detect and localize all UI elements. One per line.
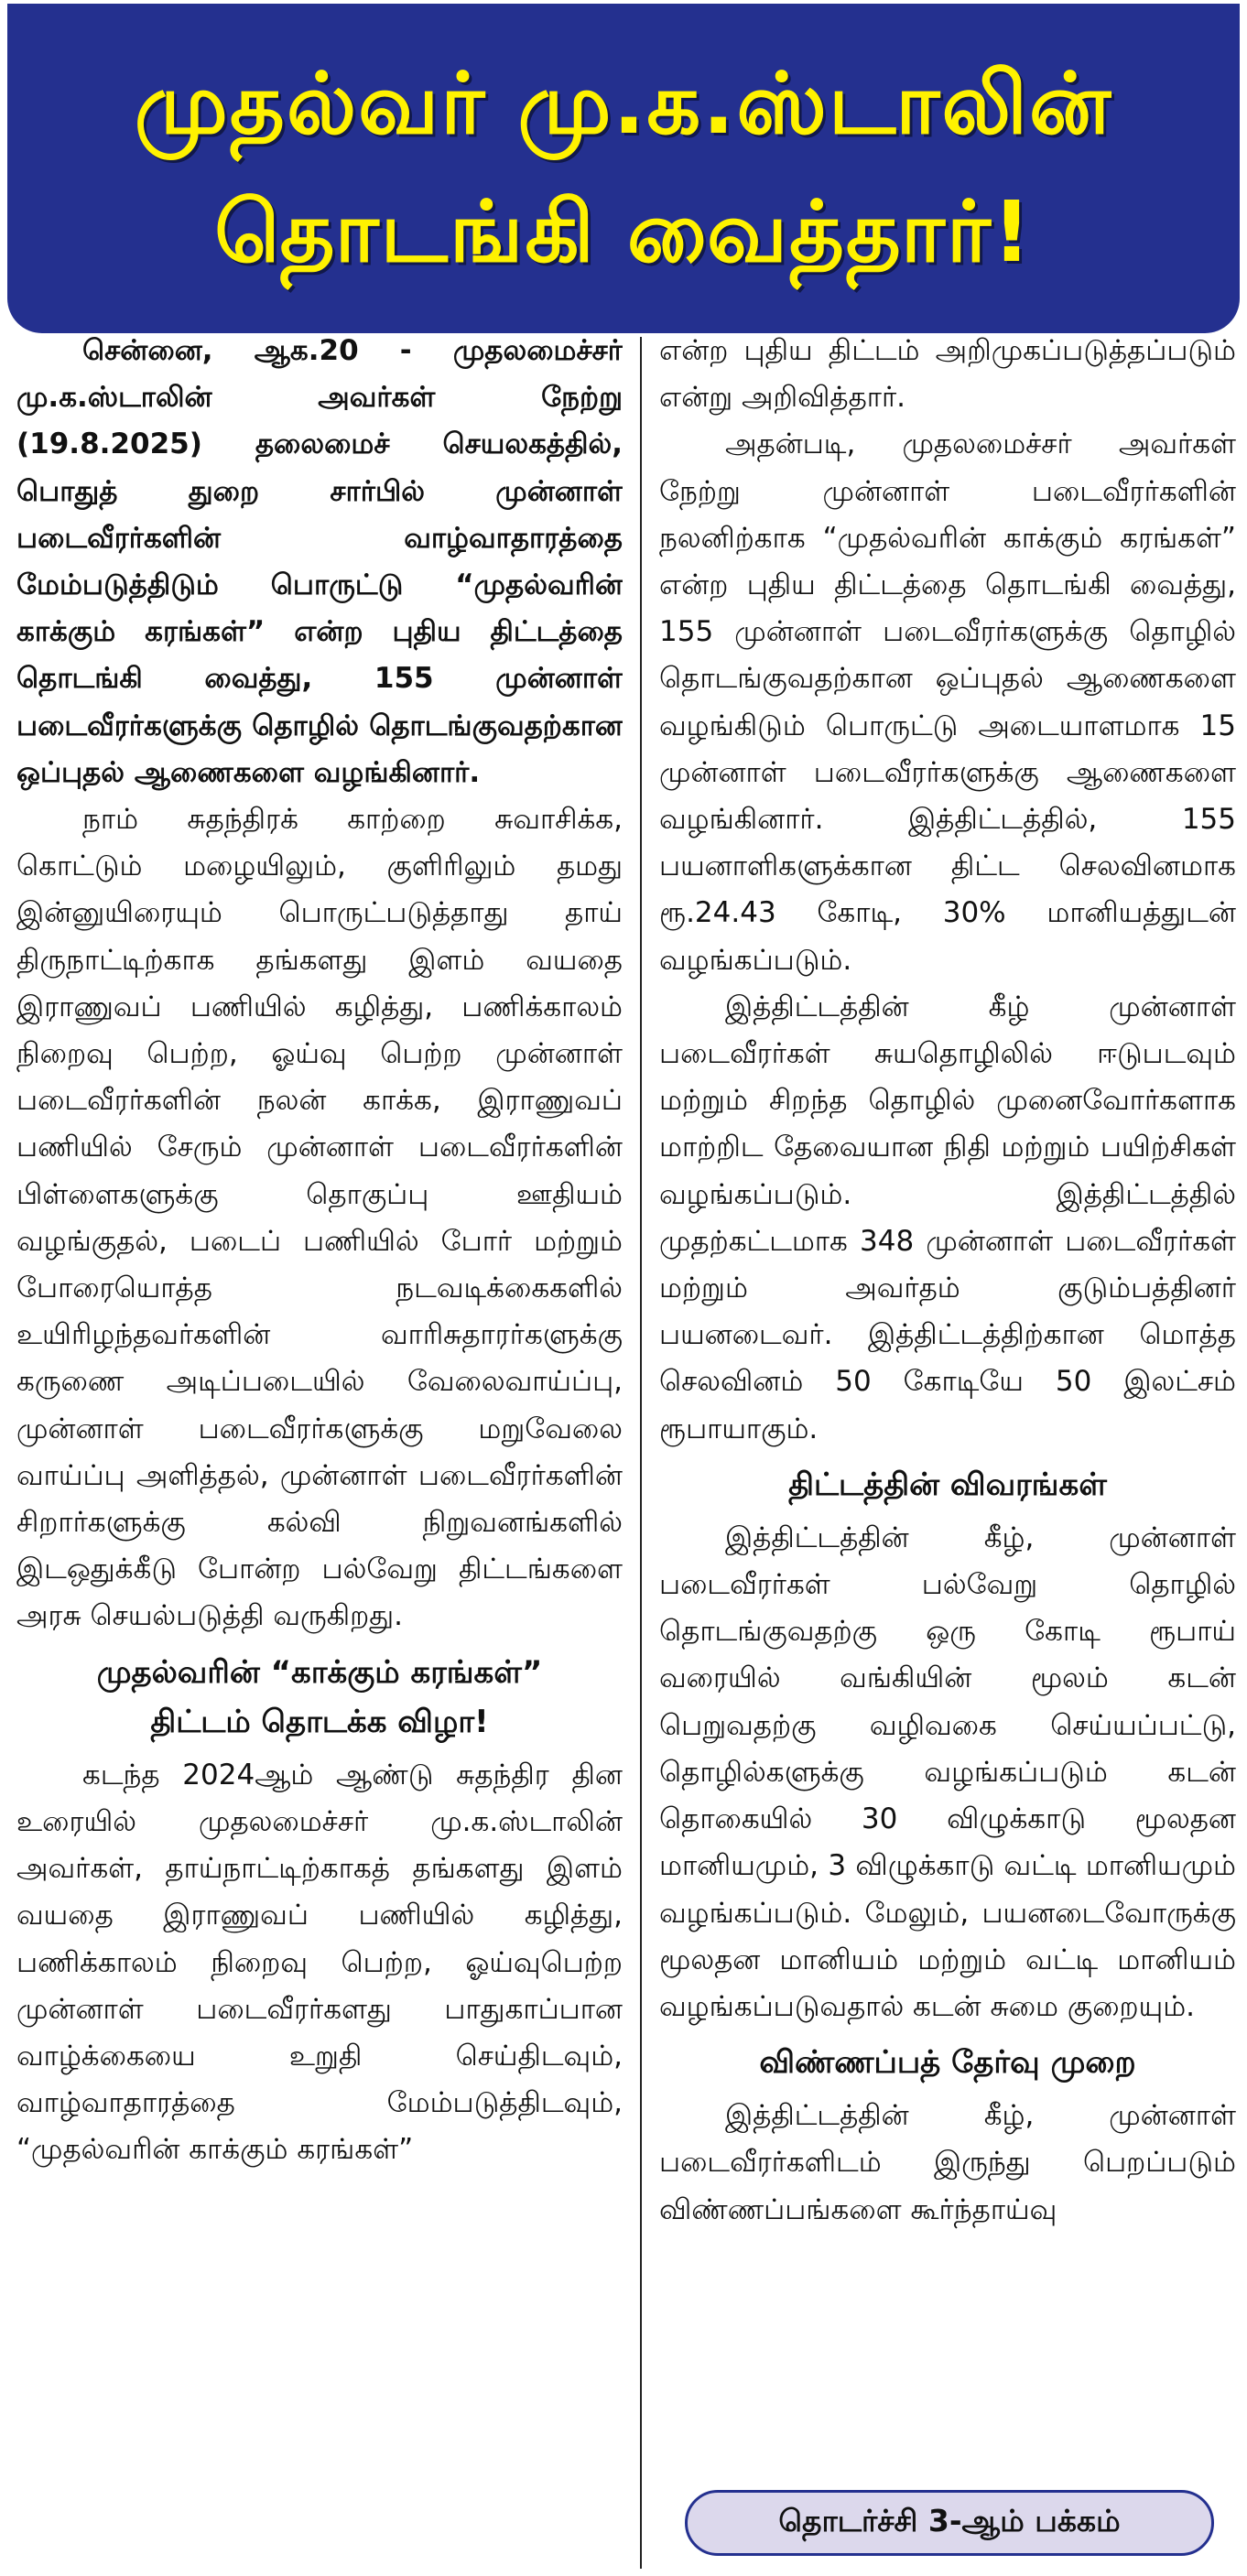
dateline: சென்னை, ஆக.20 - <box>82 334 412 367</box>
body-paragraph-4: இத்திட்டத்தின் கீழ் முன்னாள் படைவீரர்கள் சுயதொழிலில் ஈடுபடவும் மற்றும் சிறந்த தொழில் முனைவோர்களாக மாற்றிட தேவையான நிதி மற்றும் பயிற்சிகள் வழங்கப்படும். இத்திட்டத்தில் முதற்கட்டமாக 348 முன்னாள் படைவீரர்கள் மற்றும் அவர்தம் குடும்பத்தினர் பயனடைவர். இத்திட்டத்திற்கான மொத்த செலவினம் 50 கோடியே 50 இலட்சம் ரூபாயாகும். <box>659 990 1236 1445</box>
article-column-right <box>659 328 1236 2561</box>
body-paragraph-1: நாம் சுதந்திரக் காற்றை சுவாசிக்க, கொட்டும் மழையிலும், குளிரிலும் தமது இன்னுயிரையும் பொருட்படுத்தாது தாய் திருநாட்டிற்காக தங்களது இளம் வயதை இராணுவப் பணியில் கழித்து, பணிக்காலம் நிறைவு பெற்ற, ஓய்வு பெற்ற முன்னாள் படைவீரர்களின் நலன் காக்க, இராணுவப் பணியில் சேரும் முன்னாள் படைவீரர்களின் பிள்ளைகளுக்கு தொகுப்பு ஊதியம் வழங்குதல், படைப் பணியில் போர் மற்றும் போரையொத்த நடவடிக்கைகளில் உயிரிழந்தவர்களின் வாரிசுதாரர்களுக்கு கருணை அடிப்படையில் வேலைவாய்ப்பு, முன்னாள் படைவீரர்களுக்கு மறுவேலை வாய்ப்பு அளித்தல், முன்னாள் படைவீரர்களின் சிறார்களுக்கு கல்வி நிறுவனங்களில் இடஒதுக்கீடு போன்ற பல்வேறு திட்டங்களை அரசு செயல்படுத்தி வருகிறது. <box>16 803 623 1633</box>
body-paragraph-5: இத்திட்டத்தின் கீழ், முன்னாள் படைவீரர்கள் பல்வேறு தொழில் தொடங்குவதற்கு ஒரு கோடி ரூபாய் வரையில் வங்கியின் மூலம் கடன் பெறுவதற்கு வழிவகை செய்யப்பட்டு, தொழில்களுக்கு வழங்கப்படும் கடன் தொகையில் 30 விழுக்காடு மூலதன மானியமும், 3 விழுக்காடு வட்டி மானியமும் வழங்கப்படும். மேலும், பயனடைவோருக்கு மூலதன மானியம் மற்றும் வட்டி மானியம் வழங்கப்படுவதால் கடன் சுமை குறையும். <box>659 1521 1236 2023</box>
subheading-launch-event <box>16 1648 623 1747</box>
body-paragraph-2: கடந்த 2024ஆம் ஆண்டு சுதந்திர தின உரையில் முதலமைச்சர் மு.க.ஸ்டாலின் அவர்கள், தாய்நாட்டிற்காகத் தங்களது இளம் வயதை இராணுவப் பணியில் கழித்து, பணிக்காலம் நிறைவு பெற்ற, ஓய்வுபெற்ற முன்னாள் படைவீரர்களது பாதுகாப்பான வாழ்க்கையை உறுதி செய்திடவும், வாழ்வாதாரத்தை மேம்படுத்திடவும், “முதல்வரின் காக்கும் கரங்கள்” <box>16 1758 623 2167</box>
lead-text: முதலமைச்சர் மு.க.ஸ்டாலின் அவர்கள் நேற்று (19.8.2025) தலைமைச் செயலகத்தில், பொதுத் துறை சார்பில் முன்னாள் படைவீரர்களின் வாழ்வாதாரத்தை மேம்படுத்திடும் பொருட்டு “முதல்வரின் காக்கும் கரங்கள்” என்ற புதிய திட்டத்தை தொடங்கி வைத்து, 155 முன்னாள் படைவீரர்களுக்கு தொழில் தொடங்குவதற்கான ஒப்புதல் ஆணைகளை வழங்கினார். <box>16 334 623 789</box>
column-divider <box>640 337 642 2569</box>
headline-line-1: முதல்வர் மு.க.ஸ்டாலின் <box>134 55 1113 153</box>
article-column-left <box>16 328 623 2561</box>
body-paragraph-2-continued: என்ற புதிய திட்டம் அறிமுகப்படுத்தப்படும் என்று அறிவித்தார். <box>659 334 1236 415</box>
body-paragraph-6: இத்திட்டத்தின் கீழ், முன்னாள் படைவீரர்களிடம் இருந்து பெறப்படும் விண்ணப்பங்களை கூர்ந்தாய்வு <box>659 2099 1236 2226</box>
subheading-launch-line-1: முதல்வரின் “காக்கும் கரங்கள்” <box>96 1653 543 1691</box>
subheading-launch-line-2: திட்டம் தொடக்க விழா! <box>150 1703 489 1740</box>
headline-line-2: தொடங்கி வைத்தார்! <box>214 183 1033 281</box>
lead-paragraph <box>16 328 623 796</box>
body-paragraph-3: அதன்படி, முதலமைச்சர் அவர்கள் நேற்று முன்னாள் படைவீரர்களின் நலனிற்காக “முதல்வரின் காக்கும் கரங்கள்” என்ற புதிய திட்டத்தை தொடங்கி வைத்து, 155 முன்னாள் படைவீரர்களுக்கு தொழில் தொடங்குவதற்கான ஒப்புதல் ஆணைகளை வழங்கிடும் பொருட்டு அடையாளமாக 15 முன்னாள் படைவீரர்களுக்கு ஆணைகளை வழங்கினார். இத்திட்டத்தில், 155 பயனாளிகளுக்கான திட்ட செலவினமாக ரூ.24.43 கோடி, 30% மானியத்துடன் வழங்கப்படும். <box>659 428 1236 977</box>
subheading-selection-process: விண்ணப்பத் தேர்வு முறை <box>759 2044 1136 2082</box>
headline-banner <box>7 4 1240 333</box>
subheading-scheme-details: திட்டத்தின் விவரங்கள் <box>788 1466 1107 1503</box>
continuation-badge: தொடர்ச்சி 3-ஆம் பக்கம் <box>685 2490 1214 2556</box>
